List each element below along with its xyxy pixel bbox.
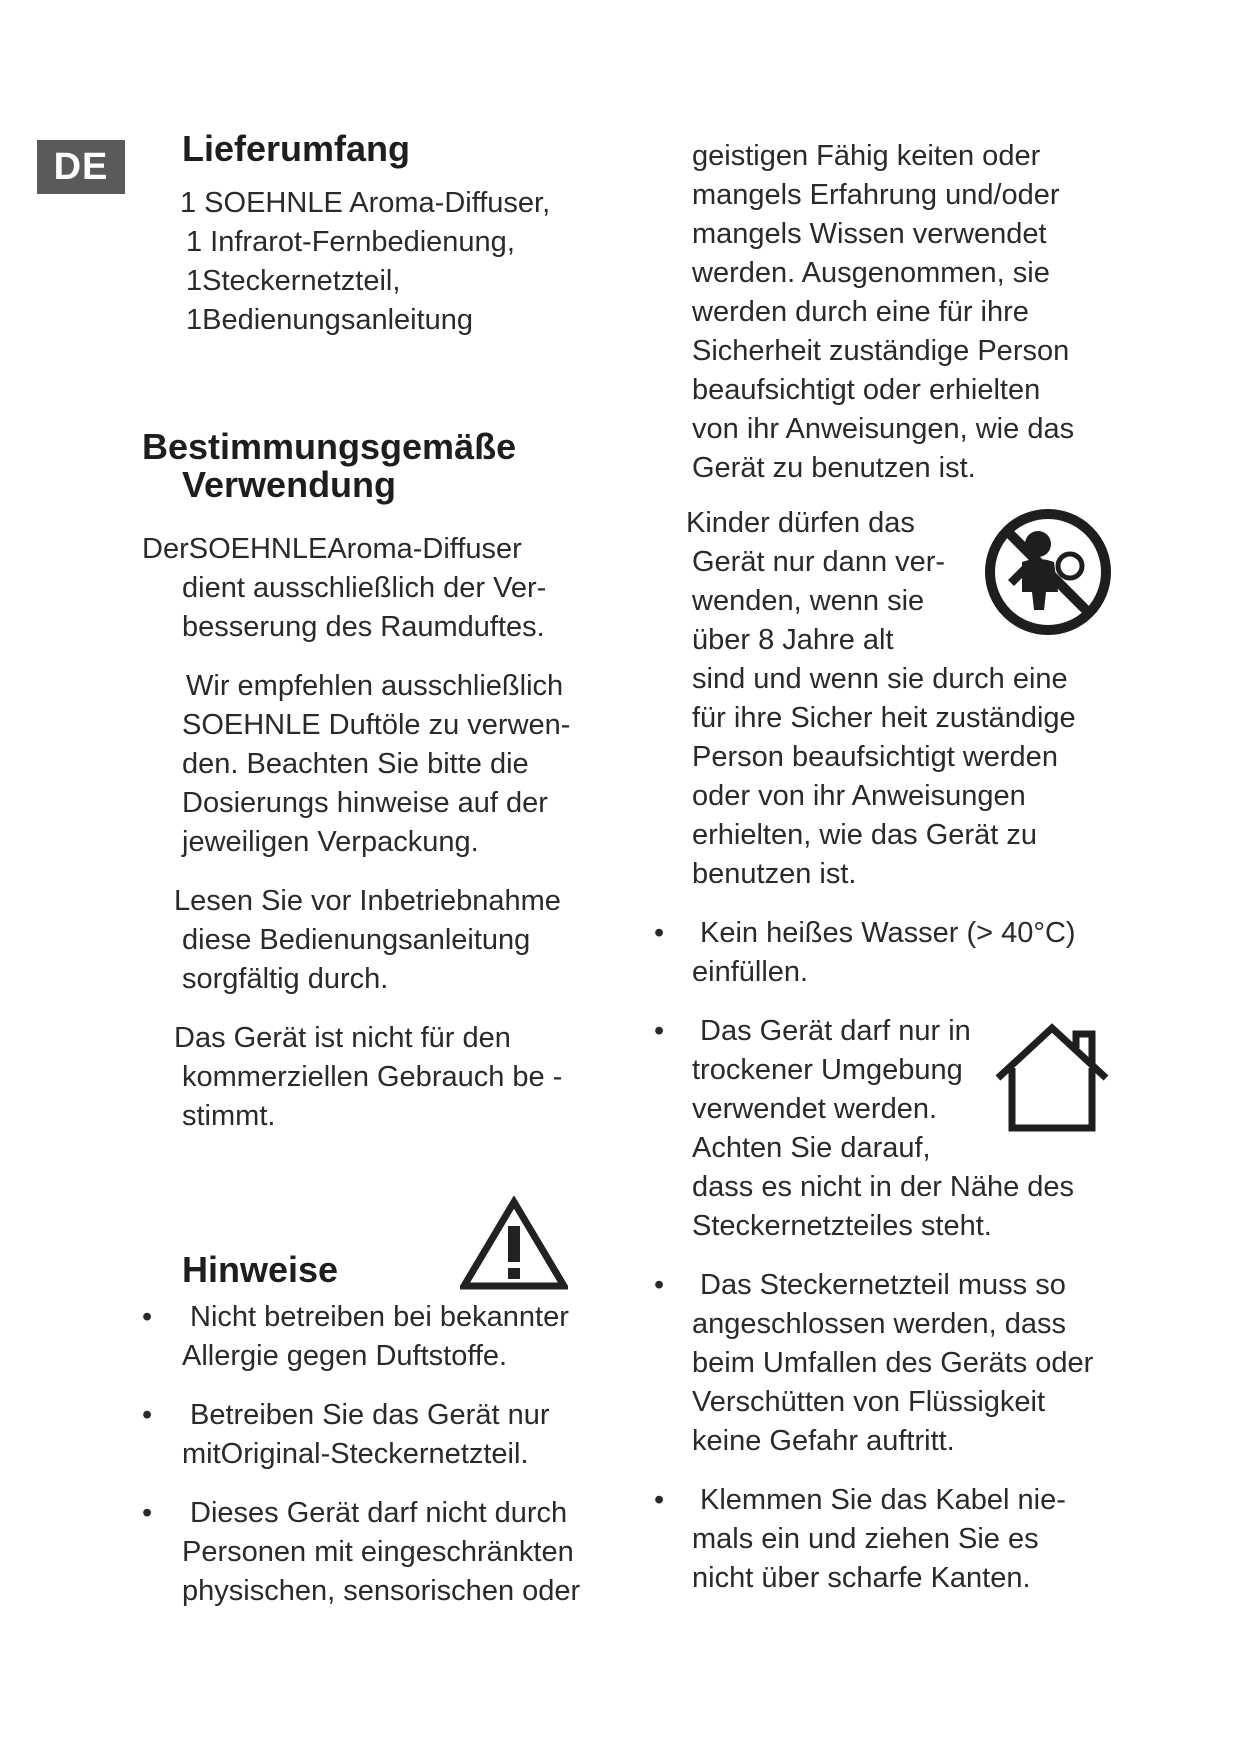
children-paragraph: Kinder dürfen das Gerät nur dann ver- wenden, wenn sie über 8 Jahre alt sind und wenn sie durch eine für ihre Sicher heit zuständige Person beaufsichtigt werden oder von ihr Anweisungen erhielten, wie das Gerät zu benutzen ist.	[692, 504, 1132, 894]
bullet-dot: •	[142, 1399, 153, 1431]
usage-paragraph-3: Lesen Sie vor Inbetriebnahme diese Bedienungsanleitung sorgfältig durch.	[174, 885, 561, 995]
scope-item: 1Steckernetzteil,	[186, 265, 401, 297]
bullet-dot: •	[654, 917, 665, 949]
bullet-dot: •	[142, 1301, 153, 1333]
house-icon	[992, 1022, 1114, 1134]
bullet-dot: •	[654, 1269, 665, 1301]
usage-paragraph-1: DerSOEHNLEAroma-Diffuser dient ausschließlich der Ver- besserung des Raumduftes.	[142, 533, 547, 643]
usage-paragraph-2: Wir empfehlen ausschließlich SOEHNLE Duftöle zu verwen- den. Beachten Sie bitte die Dosierungs hinweise auf der jeweiligen Verpackung.	[182, 670, 571, 858]
right-column	[654, 137, 1132, 1598]
bullet-dot: •	[142, 1497, 153, 1529]
hinweis-bullet: • Nicht betreiben bei bekannter Allergie gegen Duftstoffe.	[142, 1298, 622, 1376]
scope-item: 1 SOEHNLE Aroma-Diffuser,	[180, 187, 551, 219]
heading-lieferumfang: Lieferumfang	[182, 128, 411, 169]
no-children-icon	[982, 506, 1114, 638]
heading-verwendung-line1: Bestimmungsgemäße	[142, 426, 517, 467]
heading-verwendung-line2: Verwendung	[182, 464, 397, 505]
bullet-dot: •	[654, 1484, 665, 1516]
hinweis-bullet: • Klemmen Sie das Kabel nie- mals ein und ziehen Sie es nicht über scharfe Kanten.	[692, 1481, 1132, 1598]
scope-item: 1Bedienungsanleitung	[186, 304, 474, 336]
warning-triangle-icon	[460, 1196, 568, 1292]
bullet-dot: •	[654, 1015, 665, 1047]
continued-paragraph: geistigen Fähig keiten oder mangels Erfahrung und/oder mangels Wissen verwendet werden. Ausgenommen, sie werden durch eine für ihre Sicherheit zuständige Person beaufsichtigt oder erhielten von ihr Anweisungen, wie das Gerät zu benutzen ist.	[692, 140, 1075, 484]
heading-hinweise: Hinweise	[182, 1249, 339, 1290]
heading-verwendung	[142, 428, 622, 504]
hinweis-bullet: • Betreiben Sie das Gerät nur mitOriginal-Steckernetzteil.	[142, 1396, 622, 1474]
hinweis-bullet: • Das Steckernetzteil muss so angeschlossen werden, dass beim Umfallen des Geräts oder Verschütten von Flüssigkeit keine Gefahr auftritt.	[692, 1266, 1132, 1461]
language-tab: DE	[37, 140, 125, 194]
left-column	[142, 130, 622, 1611]
hinweis-bullet: • Kein heißes Wasser (> 40°C) einfüllen.	[692, 914, 1132, 992]
scope-list	[180, 184, 622, 340]
scope-item: 1 Infrarot-Fernbedienung,	[186, 226, 515, 258]
hinweis-bullet: • Das Gerät darf nur in trockener Umgebung verwendet werden. Achten Sie darauf, dass es nicht in der Nähe des Steckernetzteiles steht.	[692, 1012, 1132, 1246]
hinweis-bullet: • Dieses Gerät darf nicht durch Personen mit eingeschränkten physischen, sensorischen oder	[142, 1494, 622, 1611]
hinweise-header	[142, 1196, 622, 1296]
usage-paragraph-4: Das Gerät ist nicht für den kommerziellen Gebrauch be - stimmt.	[174, 1022, 563, 1132]
